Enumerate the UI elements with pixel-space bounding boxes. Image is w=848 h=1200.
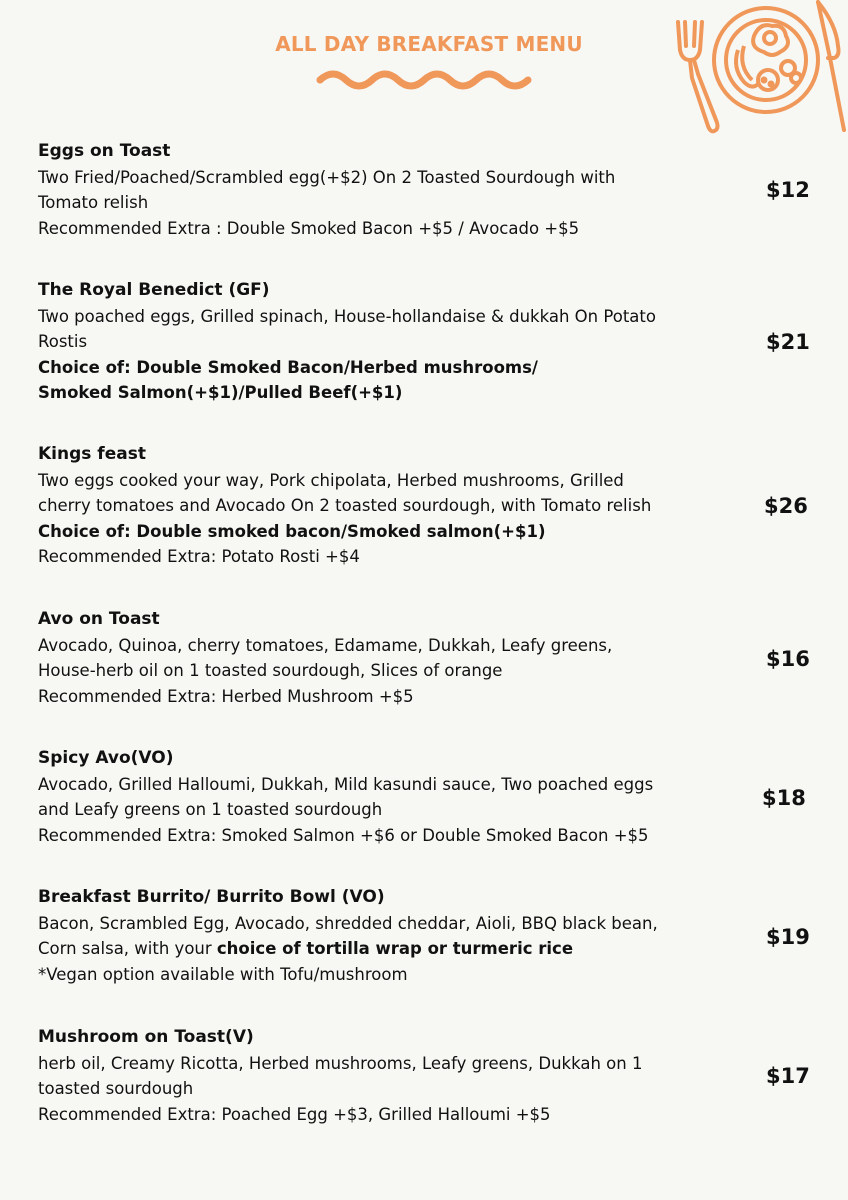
item-description-plain: Corn salsa, with your [38, 939, 217, 958]
menu-title: ALL DAY BREAKFAST MENU [275, 32, 583, 56]
item-description [38, 936, 828, 962]
breakfast-plate-decoration [668, 0, 848, 140]
item-description: herb oil, Creamy Ricotta, Herbed mushrooms, Leafy greens, Dukkah on 1 [38, 1053, 643, 1073]
item-description: Avocado, Quinoa, cherry tomatoes, Edamame, Dukkah, Leafy greens, [38, 635, 613, 655]
item-name: Spicy Avo(VO) [38, 748, 174, 768]
item-name: Mushroom on Toast(V) [38, 1027, 254, 1047]
item-price: $21 [766, 330, 810, 354]
item-name: The Royal Benedict (GF) [38, 280, 270, 300]
item-description: Two eggs cooked your way, Pork chipolata, Herbed mushrooms, Grilled [38, 470, 624, 490]
item-description: House-herb oil on 1 toasted sourdough, Slices of orange [38, 661, 503, 680]
item-description: Two poached eggs, Grilled spinach, House-hollandaise & dukkah On Potato [38, 306, 656, 326]
item-name: Kings feast [38, 444, 146, 464]
wave-divider-icon [316, 66, 532, 90]
item-description: toasted sourdough [38, 1079, 194, 1098]
item-price: $26 [764, 494, 808, 518]
item-price: $12 [766, 178, 810, 202]
item-extra: Recommended Extra: Potato Rosti +$4 [38, 547, 360, 566]
item-choice: Choice of: Double Smoked Bacon/Herbed mushrooms/ [38, 357, 538, 377]
item-extra: Recommended Extra: Smoked Salmon +$6 or Double Smoked Bacon +$5 [38, 825, 649, 845]
menu-item-royal-benedict [38, 278, 828, 406]
item-name: Eggs on Toast [38, 141, 171, 161]
menu-item-eggs-on-toast [38, 139, 828, 241]
item-price: $17 [766, 1064, 810, 1088]
item-extra: Recommended Extra: Poached Egg +$3, Grilled Halloumi +$5 [38, 1104, 551, 1124]
item-description: Bacon, Scrambled Egg, Avocado, shredded cheddar, Aioli, BBQ black bean, [38, 913, 658, 933]
item-description: cherry tomatoes and Avocado On 2 toasted sourdough, with Tomato relish [38, 496, 652, 515]
item-description: and Leafy greens on 1 toasted sourdough [38, 800, 383, 819]
menu-item-avo-on-toast [38, 607, 828, 709]
item-choice: Choice of: Double smoked bacon/Smoked salmon(+$1) [38, 521, 546, 541]
item-description: Tomato relish [38, 193, 149, 212]
item-description: Rostis [38, 332, 88, 351]
item-description: Avocado, Grilled Halloumi, Dukkah, Mild kasundi sauce, Two poached eggs [38, 774, 654, 794]
item-extra: Recommended Extra: Herbed Mushroom +$5 [38, 686, 414, 706]
knife-icon [818, 2, 844, 130]
menu-item-breakfast-burrito [38, 885, 828, 987]
menu-item-mushroom-on-toast [38, 1025, 828, 1127]
item-choice: choice of tortilla wrap or turmeric rice [216, 939, 574, 958]
item-name: Breakfast Burrito/ Burrito Bowl (VO) [38, 887, 385, 907]
item-price: $19 [766, 925, 810, 949]
menu-item-kings-feast [38, 442, 828, 570]
item-price: $16 [766, 647, 810, 671]
item-choice: Smoked Salmon(+$1)/Pulled Beef(+$1) [38, 383, 403, 402]
menu-item-spicy-avo [38, 746, 828, 848]
item-extra: *Vegan option available with Tofu/mushroom [38, 964, 408, 984]
item-description: Two Fried/Poached/Scrambled egg(+$2) On 2 Toasted Sourdough with [38, 167, 616, 187]
breakfast-plate-icon [714, 8, 818, 112]
item-name: Avo on Toast [38, 609, 160, 629]
item-price: $18 [762, 786, 806, 810]
fork-icon [678, 22, 718, 131]
item-extra: Recommended Extra : Double Smoked Bacon +$5 / Avocado +$5 [38, 218, 580, 238]
